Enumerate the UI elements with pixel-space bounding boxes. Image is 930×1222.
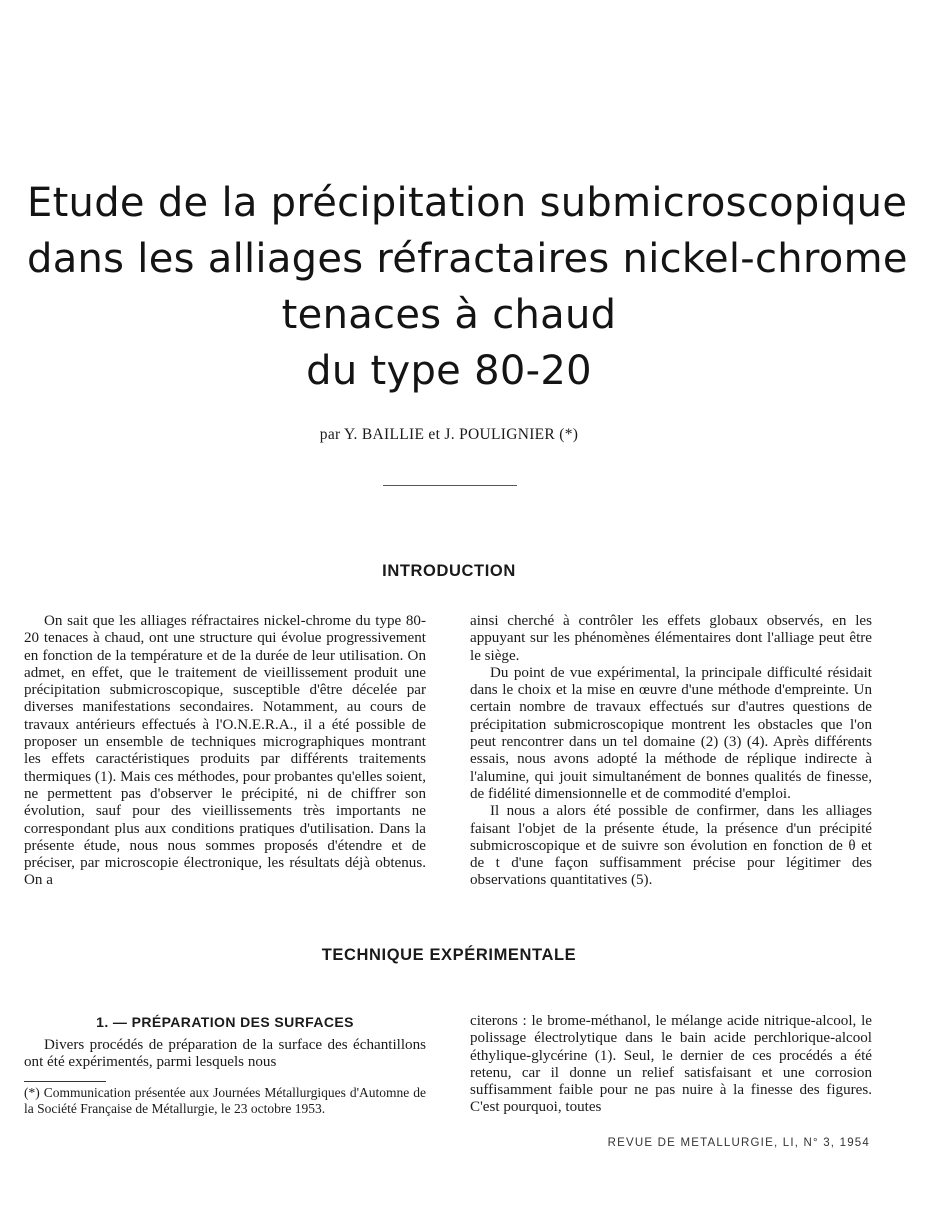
running-footer: REVUE DE METALLURGIE, LI, N° 3, 1954 xyxy=(607,1137,870,1149)
title-line-3: tenaces à chaud xyxy=(281,292,617,338)
technique-paragraph: Divers procédés de préparation de la surface des échantillons ont été expérimentés, parmi lesquels nous xyxy=(24,1037,426,1071)
introduction-right-column xyxy=(470,613,872,890)
authors-line: par Y. BAILLIE et J. POULIGNIER (*) xyxy=(319,426,579,443)
title-divider xyxy=(383,485,517,486)
introduction-paragraph: Il nous a alors été possible de confirmer, dans les alliages faisant l'objet de la présente étude, la présence d'un précipité submicroscopique et de suivre son évolution en fonction de θ et de t d'une façon suffisamment précise pour légitimer des observations quantitatives (5). xyxy=(470,803,872,889)
technique-paragraph-continued: citerons : le brome-méthanol, le mélange acide nitrique-alcool, le polissage électrolytique dans le bain acide perchlorique-alcool éthylique-glycérine (1). Seul, le dernier de ces procédés a été retenu, car il donne un relief satisfaisant et une corrosion suffisamment faible pour ne pas nuire à la finesse des figures. C'est pourquoi, toutes xyxy=(470,1013,872,1116)
section-subheading: 1. — PRÉPARATION DES SURFACES xyxy=(96,1014,354,1030)
title-line-2: dans les alliages réfractaires nickel-chrome xyxy=(27,236,908,282)
title-line-4: du type 80-20 xyxy=(306,348,592,394)
footnote-rule xyxy=(24,1081,106,1082)
technique-left-column xyxy=(24,1037,426,1072)
introduction-heading: INTRODUCTION xyxy=(382,562,516,580)
introduction-paragraph: On sait que les alliages réfractaires nickel-chrome du type 80-20 tenaces à chaud, ont une structure qui évolue progressivement en fonction de la température et de la durée de leur utilisation. On admet, en effet, que le traitement de vieillissement produit une précipitation submicroscopique, susceptible d'être décelée par diverses manifestations secondaires. Notamment, au cours de travaux antérieurs effectués à l'O.N.E.R.A., il a été possible de proposer un ensemble de techniques micrographiques montrant les effets caractéristiques produits par différents traitements thermiques (1). Mais ces méthodes, pour probantes qu'elles soient, ne permettent pas d'observer le précipité, ni de chiffrer son évolution, sauf pour des vieillissements très importants ne correspondant plus aux conditions pratiques d'utilisation. Dans la présente étude, nous nous sommes proposés d'étendre et de préciser, par microscopie électronique, les résultats déjà obtenus. On a xyxy=(24,613,426,889)
introduction-paragraph-continued: ainsi cherché à contrôler les effets globaux observés, en les appuyant sur les phénomènes élémentaires dont l'alliage peut être le siège. xyxy=(470,613,872,664)
technique-heading: TECHNIQUE EXPÉRIMENTALE xyxy=(321,946,577,964)
title-line-1: Etude de la précipitation submicroscopique xyxy=(27,180,908,226)
footnote: (*) Communication présentée aux Journées Métallurgiques d'Automne de la Société Française de Métallurgie, le 23 octobre 1953. xyxy=(24,1085,426,1116)
introduction-left-column xyxy=(24,613,426,890)
introduction-paragraph: Du point de vue expérimental, la principale difficulté résidait dans le choix et la mise en œuvre d'une méthode d'empreinte. Un certain nombre de travaux effectués sur d'autres questions de précipitation submicroscopique montrent les obstacles que l'on peut rencontrer dans un tel domaine (2) (3) (4). Après différents essais, nous avons adopté la méthode de réplique indirecte à l'alumine, qui jouit simultanément de bonnes qualités de finesse, de fidélité dimensionnelle et de commodité d'emploi. xyxy=(470,664,872,802)
technique-right-column xyxy=(470,1013,872,1117)
